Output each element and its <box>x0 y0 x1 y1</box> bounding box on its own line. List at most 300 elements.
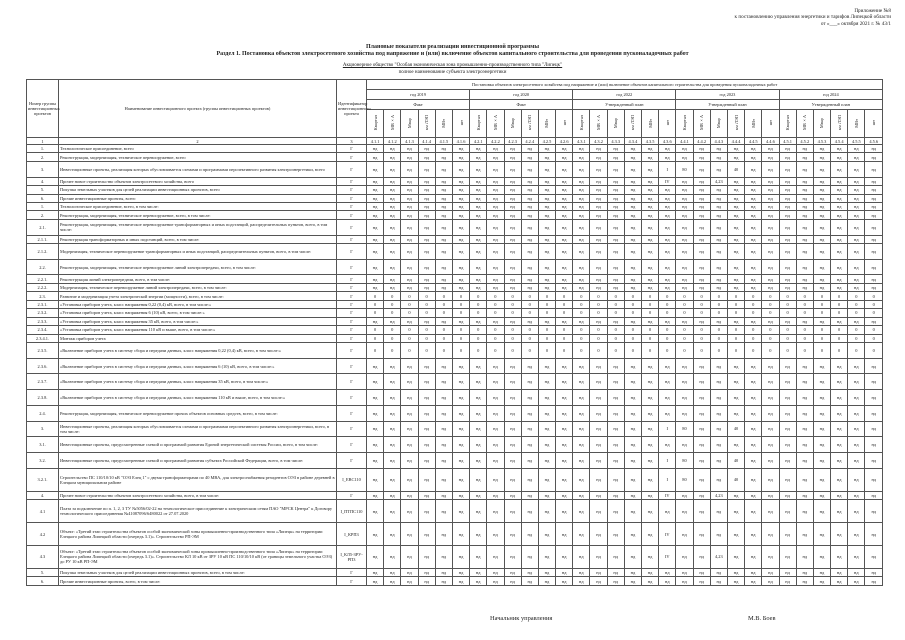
row-value: нд <box>538 568 555 576</box>
header-column-number: 4.2.2 <box>487 138 504 145</box>
row-number: 3. <box>27 161 59 177</box>
row-value: нд <box>367 358 384 374</box>
row-value: нд <box>624 374 641 390</box>
header-unit <box>727 110 744 138</box>
row-value: нд <box>590 211 607 219</box>
row-value: 0 <box>556 292 573 300</box>
row-value: нд <box>418 211 435 219</box>
row-value: нд <box>384 452 401 468</box>
row-value: нд <box>573 491 590 499</box>
row-value: нд <box>590 317 607 325</box>
row-value: нд <box>401 211 418 219</box>
row-value: нд <box>762 523 779 546</box>
row-value: нд <box>556 194 573 202</box>
row-value: нд <box>727 374 744 390</box>
row-value: нд <box>624 546 641 569</box>
row-value: нд <box>831 275 848 283</box>
row-value: нд <box>745 317 762 325</box>
row-value: нд <box>607 500 624 523</box>
row-value: нд <box>848 186 865 194</box>
row-value: нд <box>487 211 504 219</box>
row-value: нд <box>384 219 401 235</box>
row-value: 0 <box>624 309 641 317</box>
header-unit <box>573 110 590 138</box>
row-value: нд <box>367 577 384 586</box>
header-unit <box>607 110 624 138</box>
row-number: 2.1.1. <box>27 235 59 243</box>
row-value: нд <box>556 405 573 421</box>
row-value: нд <box>418 275 435 283</box>
row-value: нд <box>504 219 521 235</box>
row-project-name: Реконструкция, модернизация, техническое перевооружение трансформаторных и иных подстанций, распределительных пунктов, всего, в том числе: <box>59 219 337 235</box>
table-row <box>27 374 883 390</box>
row-value: нд <box>813 194 830 202</box>
row-value: 0 <box>384 292 401 300</box>
row-value: нд <box>676 186 693 194</box>
row-value: 0 <box>727 326 744 334</box>
row-value: нд <box>727 186 744 194</box>
row-project-id: Г <box>337 177 367 185</box>
row-value: нд <box>624 177 641 185</box>
row-value: нд <box>418 358 435 374</box>
header-unit <box>676 110 693 138</box>
row-value: нд <box>504 317 521 325</box>
header-unit <box>745 110 762 138</box>
header-column-number: 4.2.3 <box>504 138 521 145</box>
row-value: 0 <box>779 309 796 317</box>
row-value: нд <box>504 568 521 576</box>
row-value: нд <box>590 500 607 523</box>
row-value: нд <box>367 194 384 202</box>
row-value: нд <box>813 421 830 437</box>
row-value: 80 <box>676 421 693 437</box>
row-value: нд <box>435 259 452 275</box>
row-value: нд <box>573 283 590 291</box>
row-value: нд <box>779 219 796 235</box>
table-row <box>27 390 883 406</box>
row-value: нд <box>538 491 555 499</box>
row-value: нд <box>470 202 487 210</box>
row-value: нд <box>452 283 469 291</box>
row-value: нд <box>470 500 487 523</box>
row-value: нд <box>693 219 710 235</box>
row-value: нд <box>607 161 624 177</box>
row-value: нд <box>556 235 573 243</box>
row-value: нд <box>624 161 641 177</box>
row-value: 0 <box>521 334 538 342</box>
row-value: нд <box>452 358 469 374</box>
row-value: нд <box>538 317 555 325</box>
row-value: нд <box>796 161 813 177</box>
row-value: 0 <box>556 326 573 334</box>
row-value: нд <box>779 390 796 406</box>
row-value: 0 <box>745 309 762 317</box>
row-project-id: I_КРП3 <box>337 523 367 546</box>
row-project-name: Объект: «Третий этап строительства объектов особой экономической зоны промышленно-производственного типа «Липецк» на территории Елецкого района Липецкой области (очередь 3.1)». Строительство КЛ 10 кВ от ЗРУ 10 кВ ПС 110/10/10 кВ (от границы земельного участка ОЭЗ) до РУ 10 кВ РП-ЭМ <box>59 546 337 569</box>
row-value: нд <box>796 390 813 406</box>
row-value: нд <box>796 219 813 235</box>
row-value: нд <box>556 186 573 194</box>
row-value: нд <box>710 374 727 390</box>
row-value: нд <box>435 317 452 325</box>
row-value: нд <box>504 405 521 421</box>
row-value: нд <box>384 283 401 291</box>
row-value: нд <box>642 568 659 576</box>
row-value: нд <box>401 491 418 499</box>
row-value: нд <box>796 546 813 569</box>
table-row <box>27 568 883 576</box>
row-value: нд <box>831 390 848 406</box>
row-value: 0 <box>848 343 865 359</box>
row-number: 2. <box>27 153 59 161</box>
row-value: нд <box>452 317 469 325</box>
row-value: нд <box>418 546 435 569</box>
row-value: нд <box>538 452 555 468</box>
row-value: 0 <box>367 300 384 308</box>
header-unit <box>848 110 865 138</box>
row-project-id: Г <box>337 153 367 161</box>
row-value: 0 <box>745 326 762 334</box>
row-value: 0 <box>865 300 883 308</box>
row-value: 0 <box>538 343 555 359</box>
row-value: нд <box>848 235 865 243</box>
row-value: нд <box>693 186 710 194</box>
row-value: нд <box>813 317 830 325</box>
row-value: нд <box>865 219 883 235</box>
row-value: 0 <box>831 343 848 359</box>
row-value: нд <box>693 235 710 243</box>
row-value: нд <box>435 523 452 546</box>
row-value: 0 <box>573 343 590 359</box>
row-value: нд <box>401 219 418 235</box>
row-value: нд <box>590 405 607 421</box>
header-unit-text: Мвар <box>613 117 619 129</box>
row-value: нд <box>470 317 487 325</box>
row-value: нд <box>831 405 848 421</box>
row-value: нд <box>779 468 796 491</box>
row-value: нд <box>367 421 384 437</box>
row-value: нд <box>693 405 710 421</box>
row-value: 0 <box>487 326 504 334</box>
row-value: нд <box>556 153 573 161</box>
row-value: 0 <box>624 326 641 334</box>
header-column-number: 4.2.4 <box>521 138 538 145</box>
row-value: нд <box>693 523 710 546</box>
row-value: нд <box>538 405 555 421</box>
row-value: нд <box>367 161 384 177</box>
row-value: 0 <box>642 300 659 308</box>
row-value: нд <box>435 374 452 390</box>
row-value: нд <box>470 275 487 283</box>
row-value: 0 <box>435 292 452 300</box>
row-value: нд <box>367 546 384 569</box>
row-project-name: Реконструкция трансформаторных и иных подстанций, всего, в том числе: <box>59 235 337 243</box>
row-value: нд <box>538 546 555 569</box>
row-value: 0 <box>848 292 865 300</box>
row-value: нд <box>796 374 813 390</box>
row-value: нд <box>435 244 452 260</box>
row-value: нд <box>521 186 538 194</box>
row-value: нд <box>727 153 744 161</box>
row-value: нд <box>384 468 401 491</box>
row-value: нд <box>762 259 779 275</box>
row-value: нд <box>504 283 521 291</box>
row-value: 0 <box>865 334 883 342</box>
row-value: нд <box>384 568 401 576</box>
row-value: нд <box>676 546 693 569</box>
row-value: нд <box>573 219 590 235</box>
row-value: нд <box>607 437 624 453</box>
row-value: нд <box>779 491 796 499</box>
row-value: нд <box>487 568 504 576</box>
header-column-number: 4.1.6 <box>452 138 469 145</box>
row-value: нд <box>745 405 762 421</box>
row-value: нд <box>659 405 676 421</box>
row-value: нд <box>848 219 865 235</box>
row-value: 0 <box>521 309 538 317</box>
row-value: нд <box>435 194 452 202</box>
row-number: 2.2.1. <box>27 275 59 283</box>
row-value: 0 <box>796 292 813 300</box>
row-value: нд <box>590 202 607 210</box>
row-value: нд <box>401 523 418 546</box>
row-value: 0 <box>573 326 590 334</box>
row-value: нд <box>693 283 710 291</box>
row-value: нд <box>470 259 487 275</box>
row-value: нд <box>831 577 848 586</box>
row-value: 0 <box>607 343 624 359</box>
table-row <box>27 194 883 202</box>
row-value: нд <box>573 577 590 586</box>
row-value: нд <box>848 468 865 491</box>
row-value: нд <box>642 161 659 177</box>
row-value: 0 <box>367 334 384 342</box>
row-value: нд <box>435 421 452 437</box>
row-value: нд <box>504 500 521 523</box>
row-value: нд <box>452 500 469 523</box>
row-value: нд <box>813 577 830 586</box>
row-value: нд <box>367 390 384 406</box>
row-value: нд <box>590 259 607 275</box>
row-value: нд <box>487 186 504 194</box>
row-value: нд <box>401 202 418 210</box>
row-project-id: Г <box>337 292 367 300</box>
row-value: нд <box>504 177 521 185</box>
row-value: нд <box>848 244 865 260</box>
row-value: 0 <box>831 326 848 334</box>
row-value: нд <box>487 405 504 421</box>
row-value: нд <box>642 358 659 374</box>
header-column-number: 3 <box>337 138 367 145</box>
row-value: нд <box>367 317 384 325</box>
row-value: 0 <box>676 343 693 359</box>
row-value: 0 <box>487 292 504 300</box>
row-value: нд <box>521 275 538 283</box>
row-value: нд <box>710 523 727 546</box>
row-project-name: «Установка приборов учета, класс напряжения 35 кВ, всего, в том числе:» <box>59 317 337 325</box>
row-value: нд <box>865 468 883 491</box>
row-value: нд <box>865 421 883 437</box>
row-project-name: Реконструкция, модернизация, техническое перевооружение, всего <box>59 153 337 161</box>
row-value: нд <box>727 219 744 235</box>
row-value: нд <box>607 546 624 569</box>
header-unit-text: шт <box>561 120 567 126</box>
row-value: нд <box>418 186 435 194</box>
table-row <box>27 211 883 219</box>
row-value: нд <box>538 244 555 260</box>
row-value: нд <box>487 523 504 546</box>
row-value: нд <box>452 390 469 406</box>
row-value: нд <box>727 577 744 586</box>
row-value: нд <box>470 194 487 202</box>
row-value: 0 <box>452 309 469 317</box>
row-value: нд <box>693 421 710 437</box>
row-value: нд <box>590 468 607 491</box>
row-value: нд <box>865 452 883 468</box>
row-value: I <box>659 421 676 437</box>
header-unit-text: км ЛЭП <box>836 115 842 131</box>
row-value: нд <box>470 568 487 576</box>
header-column-number: 4.3.1 <box>573 138 590 145</box>
row-value: нд <box>607 283 624 291</box>
header-plan-kind: Факт <box>470 100 573 110</box>
row-value: нд <box>504 153 521 161</box>
row-value: нд <box>762 202 779 210</box>
row-number: 2.2. <box>27 259 59 275</box>
row-value: нд <box>796 500 813 523</box>
row-value: 0 <box>504 300 521 308</box>
header-column-number: 4.4.3 <box>710 138 727 145</box>
row-value: 0 <box>607 292 624 300</box>
header-column-number: 4.2.6 <box>556 138 573 145</box>
row-value: нд <box>607 275 624 283</box>
row-value: нд <box>831 153 848 161</box>
row-value: нд <box>642 421 659 437</box>
row-value: нд <box>865 259 883 275</box>
row-value: 0 <box>813 326 830 334</box>
row-value: нд <box>642 194 659 202</box>
header-column-number: 4.5.1 <box>779 138 796 145</box>
row-value: нд <box>470 437 487 453</box>
row-number: 4. <box>27 177 59 185</box>
row-value: нд <box>813 145 830 153</box>
table-row <box>27 421 883 437</box>
row-value: нд <box>435 153 452 161</box>
row-value: нд <box>590 437 607 453</box>
row-value: нд <box>538 421 555 437</box>
row-value: нд <box>384 202 401 210</box>
row-value: нд <box>676 219 693 235</box>
row-project-name: Прочие инвестиционные проекты, всего <box>59 194 337 202</box>
header-unit <box>435 110 452 138</box>
row-value: нд <box>401 244 418 260</box>
row-value: нд <box>831 523 848 546</box>
row-value: нд <box>779 437 796 453</box>
row-value: нд <box>762 390 779 406</box>
row-value: 0 <box>367 292 384 300</box>
row-value: нд <box>538 177 555 185</box>
row-value: нд <box>573 390 590 406</box>
row-value: нд <box>590 235 607 243</box>
row-value: нд <box>624 186 641 194</box>
row-value: 4,23 <box>710 546 727 569</box>
row-value: нд <box>487 275 504 283</box>
row-value: 0 <box>676 300 693 308</box>
row-value: нд <box>470 235 487 243</box>
row-value: нд <box>607 421 624 437</box>
row-value: 0 <box>762 326 779 334</box>
row-value: нд <box>452 523 469 546</box>
header-unit-text: Квартал <box>681 115 687 131</box>
row-value: нд <box>470 546 487 569</box>
row-value: нд <box>813 358 830 374</box>
row-value: 0 <box>762 292 779 300</box>
row-number: 2.3.8. <box>27 390 59 406</box>
row-value: нд <box>418 500 435 523</box>
row-value: нд <box>779 177 796 185</box>
row-value: нд <box>865 358 883 374</box>
row-value: нд <box>710 194 727 202</box>
row-value: 0 <box>710 343 727 359</box>
row-value: нд <box>745 437 762 453</box>
row-value: нд <box>418 437 435 453</box>
row-value: нд <box>435 390 452 406</box>
row-project-name: Прочее новое строительство объектов электросетевого хозяйства, всего, в том числе: <box>59 491 337 499</box>
header-unit <box>470 110 487 138</box>
header-unit-text: км ЛЭП <box>424 115 430 131</box>
row-project-id: Г <box>337 235 367 243</box>
row-value: нд <box>848 145 865 153</box>
row-value: нд <box>779 317 796 325</box>
header-unit-text: Квартал <box>372 115 378 131</box>
row-value: нд <box>813 177 830 185</box>
row-value: нд <box>779 186 796 194</box>
row-value: нд <box>624 500 641 523</box>
row-value: нд <box>521 577 538 586</box>
row-value: нд <box>435 437 452 453</box>
row-value: нд <box>452 577 469 586</box>
row-value: нд <box>779 452 796 468</box>
row-value: 0 <box>745 343 762 359</box>
row-value: 0 <box>435 309 452 317</box>
row-value: нд <box>727 244 744 260</box>
row-value: 80 <box>676 452 693 468</box>
row-project-name: «Включение приборов учета в систему сбора и передачи данных, класс напряжения 6 (10) кВ, всего, в том числе:» <box>59 358 337 374</box>
row-value: нд <box>538 283 555 291</box>
row-value: нд <box>487 452 504 468</box>
doc-title: Плановые показатели реализации инвестиционной программы <box>365 44 540 50</box>
header-unit-text: шт <box>664 120 670 126</box>
row-value: нд <box>401 161 418 177</box>
row-value: нд <box>745 374 762 390</box>
row-value: нд <box>676 153 693 161</box>
row-value: 0 <box>710 292 727 300</box>
row-value: нд <box>573 421 590 437</box>
row-value: нд <box>762 577 779 586</box>
header-column-number: 4.5.6 <box>865 138 883 145</box>
row-value: нд <box>538 202 555 210</box>
row-value: нд <box>607 145 624 153</box>
row-number: 5. <box>27 186 59 194</box>
row-project-id: Г <box>337 244 367 260</box>
row-value: нд <box>367 452 384 468</box>
row-value: нд <box>435 145 452 153</box>
row-value: 0 <box>538 326 555 334</box>
row-value: нд <box>831 219 848 235</box>
row-value: нд <box>607 390 624 406</box>
row-value: нд <box>762 317 779 325</box>
header-unit <box>452 110 469 138</box>
